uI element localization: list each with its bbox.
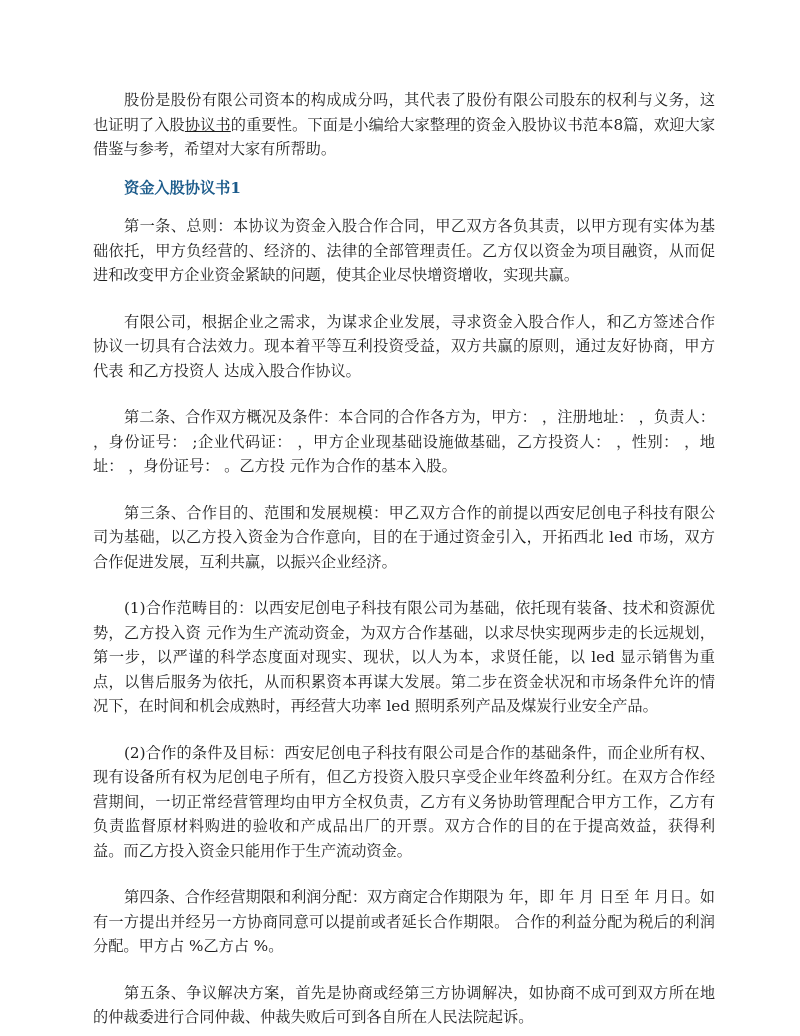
cooperation-scope-paragraph: (1)合作范畴目的：以西安尼创电子科技有限公司为基础，依托现有装备、技术和资源优势，乙方投入资 元作为生产流动资金，为双方合作基础，以求尽快实现两步走的长远规划，第一步，以严谨的科学态度面对现实、现状，以人为本，求贤任能，以 led 显示销售为重点，以售后服务为依托，从而积累资本再谋大发展。第二步在资金状况和市场条件允许的情况下，在时间和机会成熟时，再经营大功率 led 照明系列产品及煤炭行业安全产品。 [93,599,715,715]
intro-text-before-link: 股份是股份有限公司资本的构成成分吗，其代表了股份有限公司股东的权利与义务，这也证明了入股 [93,91,715,134]
article-2-paragraph: 第二条、合作双方概况及条件：本合同的合作各方为，甲方： ，注册地址： ，负责人： ，身份证号： ;企业代码证： ，甲方企业现基础设施做基础，乙方投资人： ，性别： ，地址： ，身份证号： 。乙方投 元作为合作的基本入股。 [93,408,715,475]
section-heading: 资金入股协议书1 [124,178,241,197]
agreement-link[interactable]: 协议书 [184,115,231,134]
document-page [93,88,715,1030]
cooperation-conditions-paragraph: (2)合作的条件及目标：西安尼创电子科技有限公司是合作的基础条件，而企业所有权、现有设备所有权为尼创电子所有，但乙方投资入股只享受企业年终盈利分红。在双方合作经营期间，一切正常经营管理均由甲方全权负责，乙方有义务协助管理配合甲方工作，乙方有负责监督原材料购进的验收和产成品出厂的开票。双方合作的目的在于提高效益，获得利益。而乙方投入资金只能用作于生产流动资金。 [93,743,715,860]
company-paragraph: 有限公司，根据企业之需求，为谋求企业发展，寻求资金入股合作人，和乙方签述合作协议一切具有合法效力。现本着平等互利投资受益，双方共赢的原则，通过友好协商，甲方代表 和乙方投资人 达成入股合作协议。 [93,312,715,380]
intro-paragraph [93,88,715,162]
article-3-paragraph: 第三条、合作目的、范围和发展规模：甲乙双方合作的前提以西安尼创电子科技有限公司为基础，以乙方投入资金为合作意向，目的在于通过资金引入，开拓西北 led 市场，双方合作促进发展，互利共赢，以振兴企业经济。 [93,503,715,571]
article-4-paragraph: 第四条、合作经营期限和利润分配：双方商定合作期限为 年，即 年 月 日至 年 月日。如有一方提出并经另一方协商同意可以提前或者延长合作期限。 合作的利益分配为税后的利润分配。甲方占 %乙方占 %。 [93,888,715,955]
intro-text-after-link: 的重要性。下面是小编给大家整理的资金入股协议书范本8篇，欢迎大家借鉴与参考，希望对大家有所帮助。 [93,115,716,158]
article-1-paragraph: 第一条、总则：本协议为资金入股合作合同，甲乙双方各负其责，以甲方现有实体为基础依托，甲方负经营的、经济的、法律的全部管理责任。乙方仅以资金为项目融资，从而促进和改变甲方企业资金紧缺的问题，使其企业尽快增资增收，实现共赢。 [93,217,715,284]
article-5-paragraph: 第五条、争议解决方案，首先是协商或经第三方协调解决，如协商不成可到双方所在地的仲裁委进行合同仲裁、仲裁失败后可到各自所在人民法院起诉。 [93,983,715,1026]
